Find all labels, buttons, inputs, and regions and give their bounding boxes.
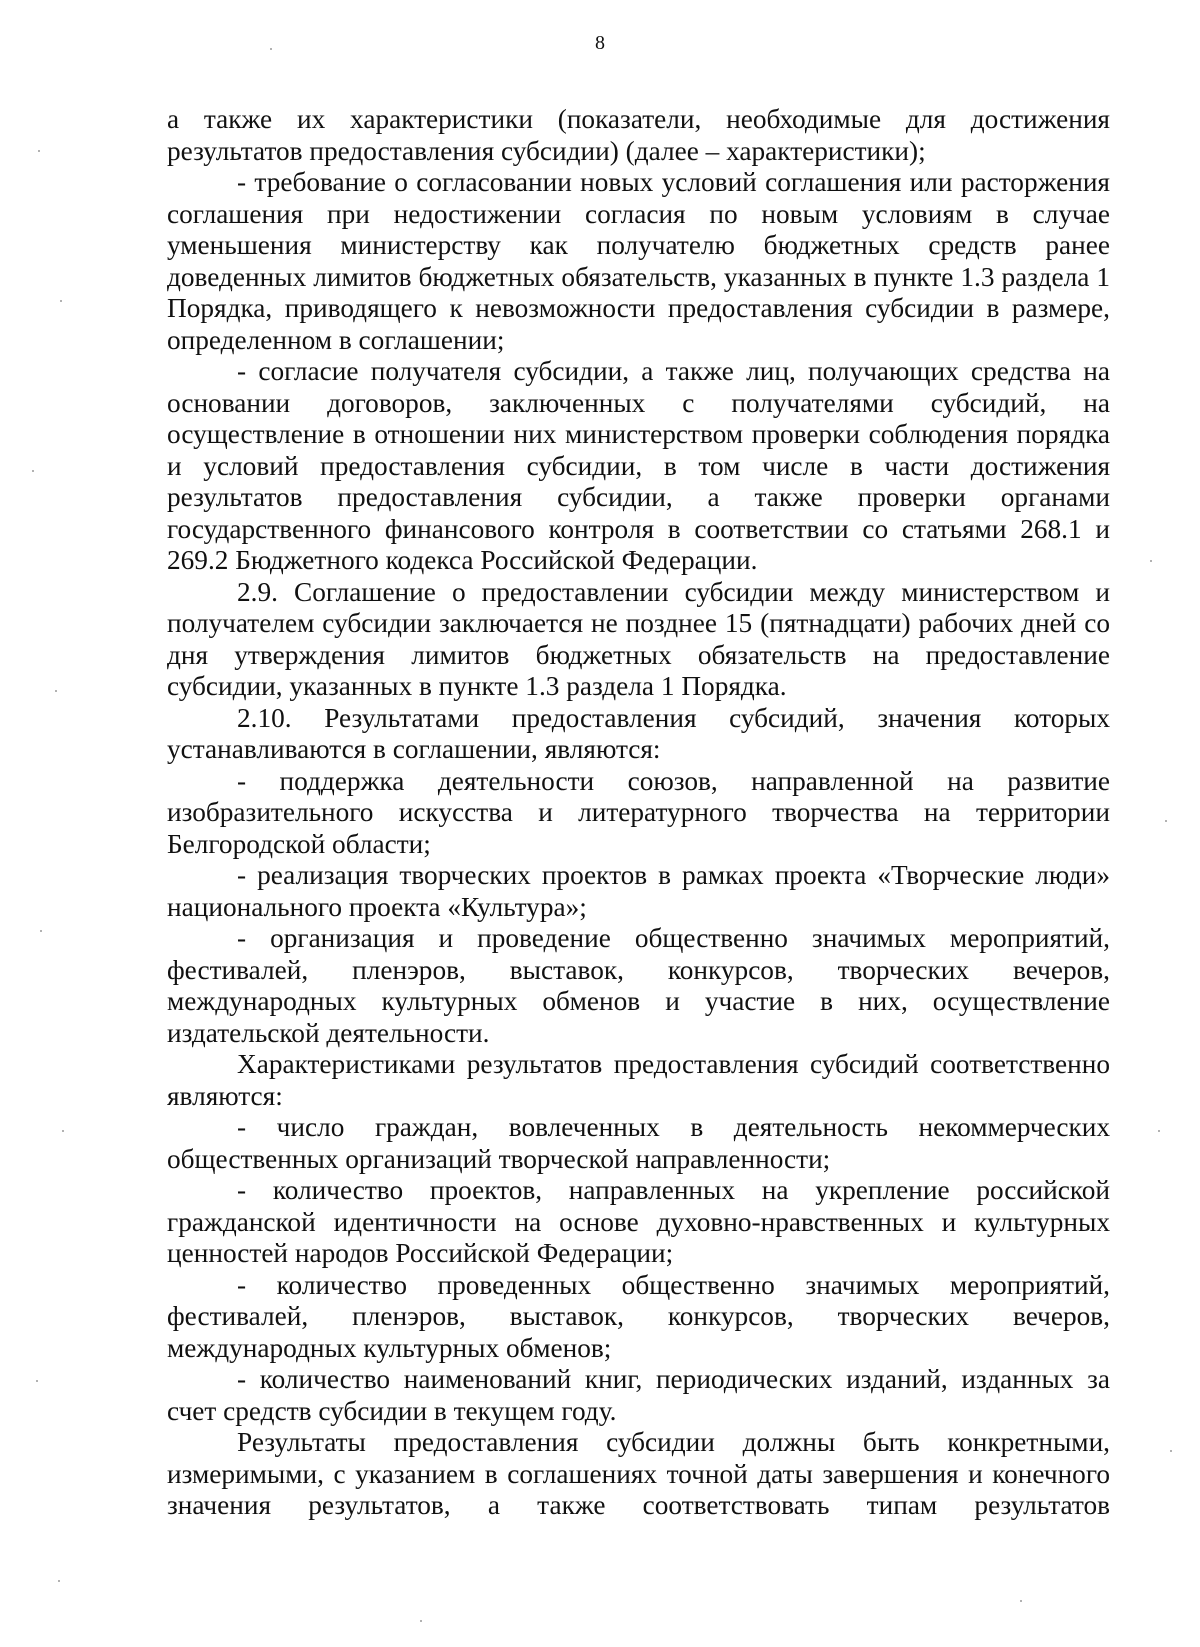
scan-speck [36, 1380, 38, 1382]
scan-speck [55, 690, 57, 692]
paragraph-char-projects-count: - количество проектов, направленных на укрепление российской гражданской идентичности на основе духовно-нравственных и культурных ценностей народов Российской Федерации; [167, 1175, 1110, 1268]
scan-speck [58, 1580, 60, 1582]
paragraph-result-events: - организация и проведение общественно значимых мероприятий, фестивалей, пленэров, выставок, конкурсов, творческих вечеров, международных культурных обменов и участие в них, осуществление издательской деятельности. [167, 923, 1110, 1048]
paragraph-2-10-results-intro: 2.10. Результатами предоставления субсидий, значения которых устанавливаются в соглашении, являются: [167, 702, 1110, 764]
scan-speck [60, 300, 62, 302]
paragraph-characteristics-intro: Характеристиками результатов предоставления субсидий соответственно являются: [167, 1049, 1110, 1111]
scan-speck [40, 930, 42, 932]
paragraph-audit-consent: - согласие получателя субсидии, а также лиц, получающих средства на основании договоров, заключенных с получателями субсидий, на осуществление в отношении них министерством проверки соблюдения порядка и условий предоставления субсидии, в том числе в части достижения результатов предоставления субсидии, а также проверки органами государственного финансового контроля в соответствии со статьями 268.1 и 269.2 Бюджетного кодекса Российской Федерации. [167, 356, 1110, 575]
paragraph-renegotiation-requirement: - требование о согласовании новых условий соглашения или расторжения соглашения при недостижении согласия по новым условиям в случае уменьшения министерству как получателю бюджетных средств ранее доведенных лимитов бюджетных обязательств, указанных в пункте 1.3 раздела 1 Порядка, приводящего к невозможности предоставления субсидии в размере, определенном в соглашении; [167, 167, 1110, 355]
scan-speck [270, 48, 272, 50]
scan-speck [1158, 1130, 1160, 1132]
paragraph-char-events-count: - количество проведенных общественно значимых мероприятий, фестивалей, пленэров, выставок, конкурсов, творческих вечеров, международных культурных обменов; [167, 1269, 1110, 1363]
page-number: 8 [595, 32, 605, 54]
scan-speck [62, 1130, 64, 1132]
paragraph-char-citizens-count: - число граждан, вовлеченных в деятельность некоммерческих общественных организаций творческой направленности; [167, 1112, 1110, 1174]
scan-speck [1150, 560, 1152, 562]
paragraph-results-requirements: Результаты предоставления субсидии должны быть конкретными, измеримыми, с указанием в соглашениях точной даты завершения и конечного значения результатов, а также соответствовать типам результатов [167, 1427, 1110, 1520]
paragraph-result-creative-projects: - реализация творческих проектов в рамках проекта «Творческие люди» национального проекта «Культура»; [167, 860, 1110, 922]
scan-speck [32, 470, 34, 472]
scan-speck [1170, 1450, 1172, 1452]
paragraph-characteristics-continuation: а также их характеристики (показатели, необходимые для достижения результатов предоставления субсидии) (далее – характеристики); [167, 104, 1110, 166]
paragraph-result-union-support: - поддержка деятельности союзов, направленной на развитие изобразительного искусства и литературного творчества на территории Белгородской области; [167, 765, 1110, 859]
paragraph-char-publications-count: - количество наименований книг, периодических изданий, изданных за счет средств субсидии в текущем году. [167, 1364, 1110, 1426]
paragraph-2-9-agreement-deadline: 2.9. Соглашение о предоставлении субсидии между министерством и получателем субсидии заключается не позднее 15 (пятнадцати) рабочих дней со дня утверждения лимитов бюджетных обязательств на предоставление субсидии, указанных в пункте 1.3 раздела 1 Порядка. [167, 576, 1110, 701]
scan-speck [38, 150, 40, 152]
document-body [167, 104, 1110, 1522]
scan-speck [1165, 820, 1167, 822]
scan-speck [1020, 1600, 1022, 1602]
scan-speck [420, 1620, 422, 1622]
